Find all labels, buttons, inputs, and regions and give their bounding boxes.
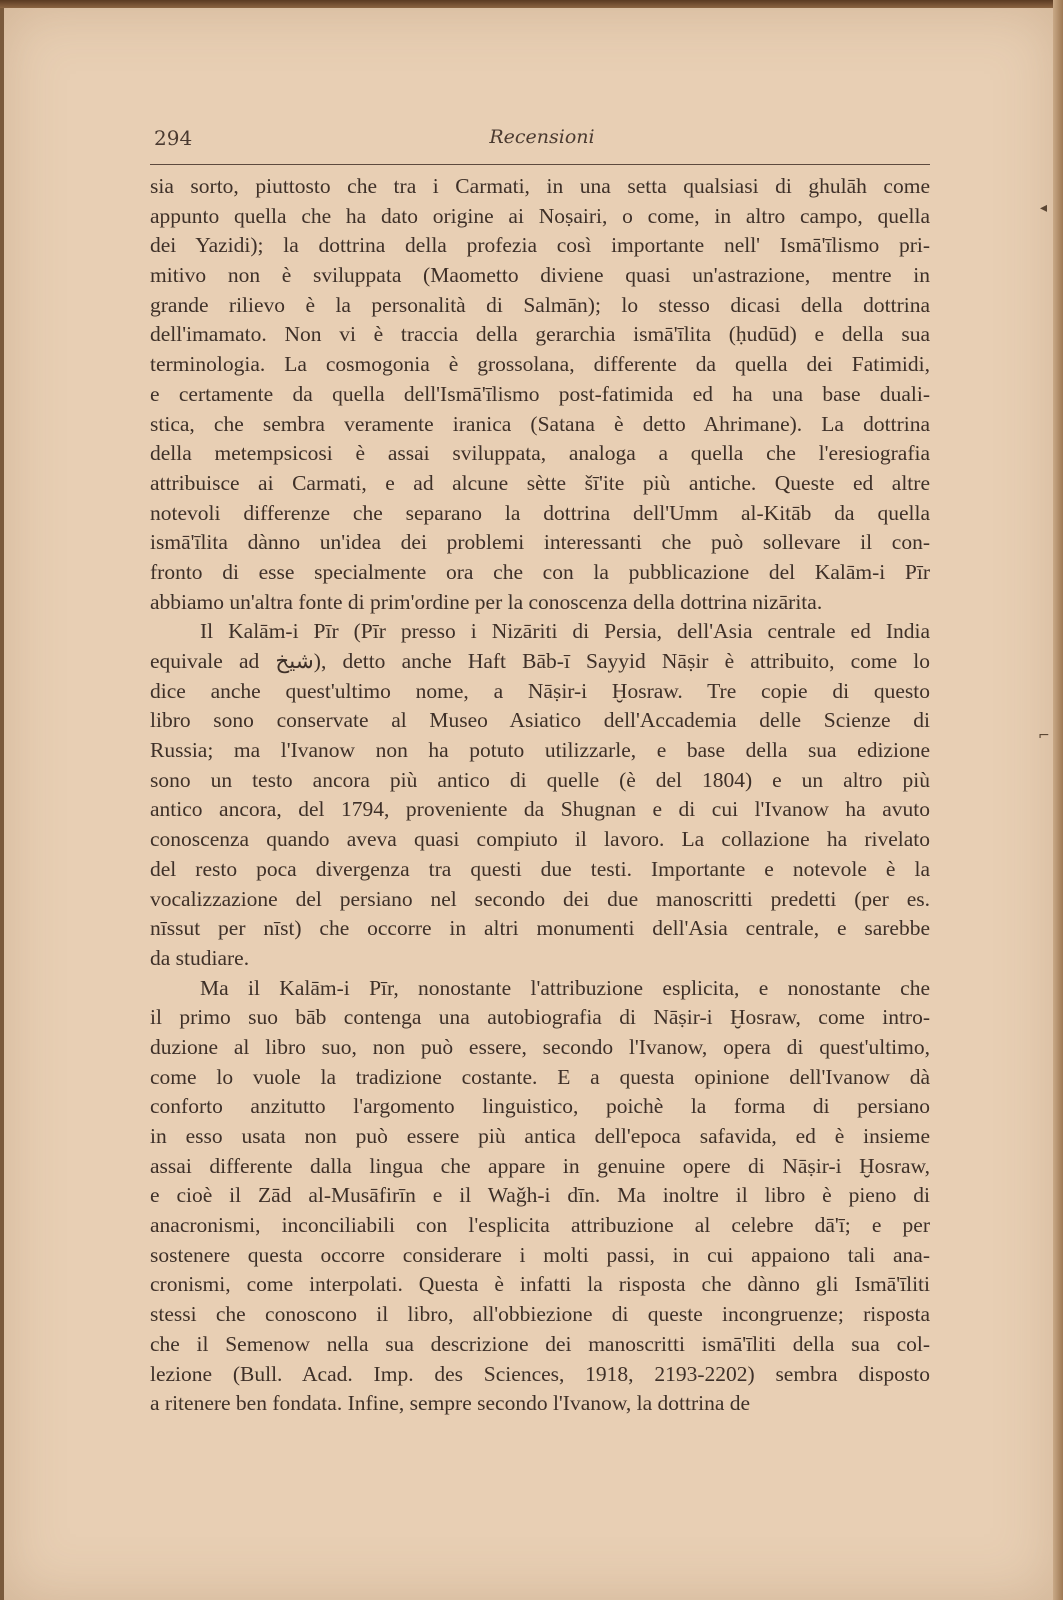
text-line: in esso usata non può essere più antica dell'epoca safavida, ed è insieme [150,1124,930,1148]
text-line: duzione al libro suo, non può essere, secondo l'Ivanow, opera di quest'ultimo, [150,1034,930,1059]
page-header [154,126,930,156]
text-line: nīssut per nīst) che occorre in altri monumenti dell'Asia centrale, e sarebbe [150,916,930,941]
text-line: abbiamo un'altra fonte di prim'ordine per la conoscenza della dottrina nizārita. [150,589,823,614]
text-line: terminologia. La cosmogonia è grossolana, differente da quella dei Fatimidi, [150,352,930,377]
text-line: attribuisce ai Carmati, e ad alcune sètte šī'ite più antiche. Queste ed altre [150,470,930,495]
text-line: libro sono conservate al Museo Asiatico dell'Accademia delle Scienze di [150,708,930,733]
text-line: sia sorto, piuttosto che tra i Carmati, in una setta qualsiasi di ghulāh come [150,174,930,198]
text-line: notevoli differenze che separano la dottrina dell'Umm al-Kitāb da quella [150,500,930,525]
margin-mark: ⌐ [1038,728,1050,744]
text-line: del resto poca divergenza tra questi due testi. Importante e notevole è la [150,856,930,881]
text-line: appunto quella che ha dato origine ai Noṣairi, o come, in altro campo, quella [150,203,930,228]
text-line: lezione (Bull. Acad. Imp. des Sciences, 1918, 2193-2202) sembra disposto [150,1361,930,1386]
text-line: fronto di esse specialmente ora che con la pubblicazione del Kalām-i Pīr [150,559,930,584]
text-line: Il Kalām-i Pīr (Pīr presso i Nizāriti di Persia, dell'Asia centrale ed India [200,619,930,644]
text-line: ismā'īlita dànno un'idea dei problemi interessanti che può sollevare il con- [150,530,930,555]
text-line: della metempsicosi è assai sviluppata, analoga a quella che l'eresiografia [150,441,930,466]
text-line: da studiare. [150,945,250,970]
text-line: assai differente dalla lingua che appare in genuine opere di Nāṣir-i Ḫosraw, [150,1153,930,1178]
text-line: a ritenere ben fondata. Infine, sempre secondo l'Ivanow, la dottrina de [150,1391,751,1416]
text-line: Ma il Kalām-i Pīr, nonostante l'attribuzione esplicita, e nonostante che [200,975,930,1000]
body-text [150,172,930,1419]
text-line: cronismi, come interpolati. Questa è infatti la risposta che dànno gli Ismā'īliti [150,1272,930,1297]
text-line: dice anche quest'ultimo nome, a Nāṣir-i Ḫosraw. Tre copie di questo [150,678,930,703]
text-line: sono un testo ancora più antico di quelle (è del 1804) e un altro più [150,767,930,792]
text-line: vocalizzazione del persiano nel secondo dei due manoscritti predetti (per es. [150,886,930,911]
text-line: che il Semenow nella sua descrizione dei manoscritti ismā'īliti della sua col- [150,1331,930,1356]
text-line: e certamente da quella dell'Ismā'īlismo post-fatimida ed ha una base duali- [150,381,930,406]
header-rule [150,164,930,165]
page-number: 294 [154,126,193,150]
text-line: equivale ad شيخ), detto anche Haft Bāb-ī Sayyid Nāṣir è attribuito, come lo [150,649,930,673]
text-line: Russia; ma l'Ivanow non ha potuto utilizzarle, e base della sua edizione [150,738,930,763]
text-line: il primo suo bāb contenga una autobiografia di Nāṣir-i Ḫosraw, come intro- [150,1005,930,1030]
text-line: anacronismi, inconciliabili con l'esplicita attribuzione al celebre dā'ī; e per [150,1213,930,1238]
text-line: mitivo non è sviluppata (Maometto diviene quasi un'astrazione, mentre in [150,263,930,288]
running-head: Recensioni [489,126,595,148]
text-line: dell'imamato. Non vi è traccia della gerarchia ismā'īlita (ḥudūd) e della sua [150,322,930,347]
text-line: e cioè il Zād al-Musāfirīn e il Waǧh-i dīn. Ma inoltre il libro è pieno di [150,1183,930,1208]
scan-top-band [0,0,1063,8]
text-line: conoscenza quando aveva quasi compiuto il lavoro. La collazione ha rivelato [150,827,930,852]
text-line: antico ancora, del 1794, proveniente da Shugnan e di cui l'Ivanow ha avuto [150,797,930,822]
text-line: sostenere questa occorre considerare i molti passi, in cui appaiono tali ana- [150,1242,930,1267]
text-line: dei Yazidi); la dottrina della profezia così importante nell' Ismā'īlismo pri- [150,233,930,258]
text-line: conforto anzitutto l'argomento linguistico, poichè la forma di persiano [150,1094,930,1119]
text-line: grande rilievo è la personalità di Salmān); lo stesso dicasi della dottrina [150,292,930,317]
margin-mark: ◂ [1040,200,1048,216]
text-line: come lo vuole la tradizione costante. E a questa opinione dell'Ivanow dà [150,1064,930,1089]
page-edge [1053,0,1063,1600]
text-line: stica, che sembra veramente iranica (Satana è detto Ahrimane). La dottrina [150,411,930,436]
text-line: stessi che conoscono il libro, all'obbiezione di queste incongruenze; risposta [150,1302,930,1327]
